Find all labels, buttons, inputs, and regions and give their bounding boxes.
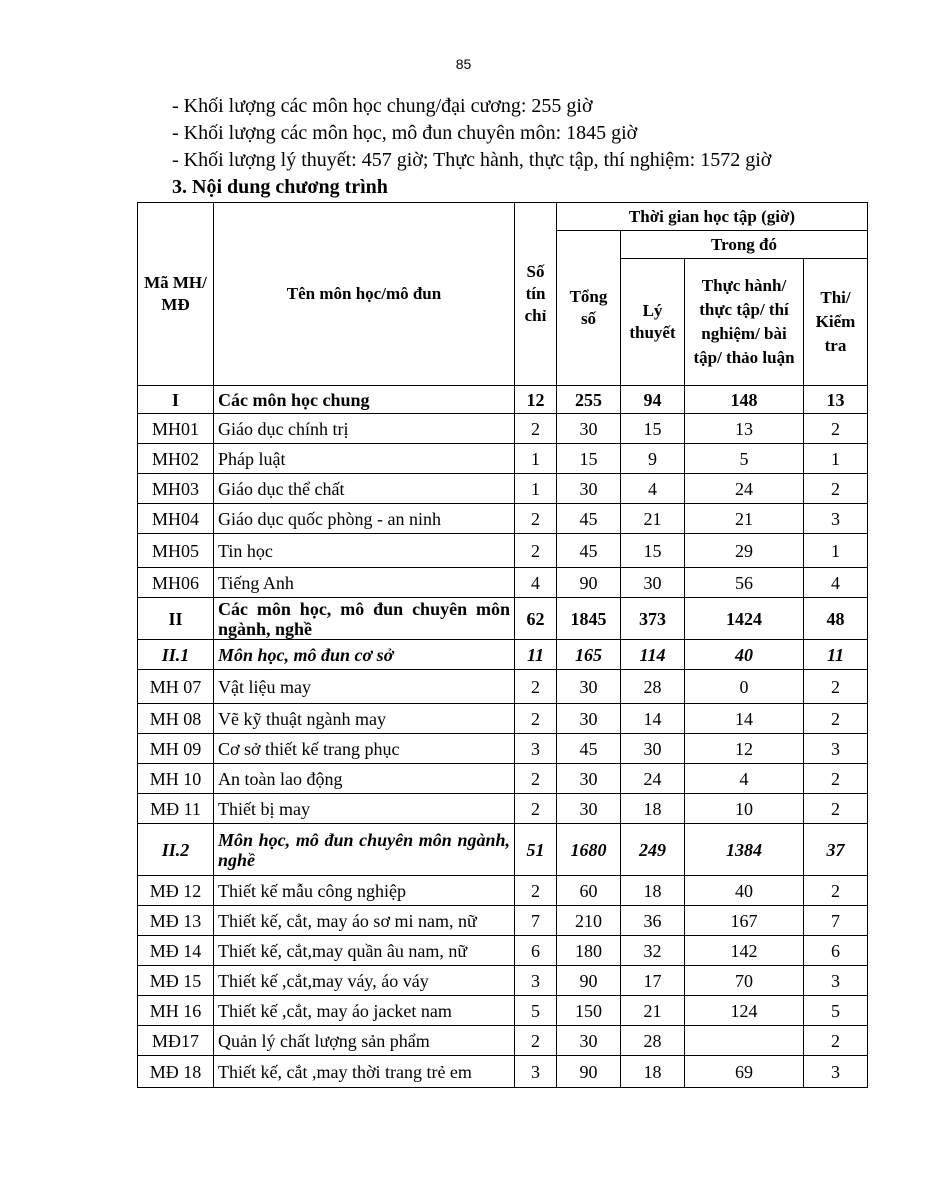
table-row	[138, 966, 868, 996]
cell-practice: 124	[685, 996, 804, 1026]
cell-exam: 4	[804, 568, 868, 598]
cell-practice: 21	[685, 504, 804, 534]
cell-exam: 2	[804, 1026, 868, 1056]
header-code: Mã MH/ MĐ	[138, 203, 214, 386]
cell-total: 90	[557, 966, 621, 996]
cell-theory: 249	[621, 824, 685, 876]
cell-total: 30	[557, 414, 621, 444]
cell-code: MH 09	[138, 734, 214, 764]
cell-practice: 10	[685, 794, 804, 824]
cell-theory: 18	[621, 1056, 685, 1088]
cell-exam: 2	[804, 474, 868, 504]
summary-line-general: - Khối lượng các môn học chung/đại cương: 255 giờ	[172, 95, 593, 117]
cell-practice: 0	[685, 670, 804, 704]
cell-practice: 12	[685, 734, 804, 764]
cell-total: 165	[557, 640, 621, 670]
cell-practice: 29	[685, 534, 804, 568]
cell-credits: 3	[515, 966, 557, 996]
cell-code: MH03	[138, 474, 214, 504]
cell-exam: 3	[804, 734, 868, 764]
header-exam: Thi/ Kiểm tra	[804, 259, 868, 386]
cell-theory: 18	[621, 794, 685, 824]
cell-credits: 2	[515, 764, 557, 794]
cell-name: Pháp luật	[214, 444, 515, 474]
cell-theory: 18	[621, 876, 685, 906]
cell-code: MH 07	[138, 670, 214, 704]
cell-name: Tiếng Anh	[214, 568, 515, 598]
cell-name: Cơ sở thiết kế trang phục	[214, 734, 515, 764]
cell-exam: 6	[804, 936, 868, 966]
cell-exam: 2	[804, 414, 868, 444]
cell-credits: 12	[515, 386, 557, 414]
cell-practice: 56	[685, 568, 804, 598]
cell-total: 15	[557, 444, 621, 474]
cell-credits: 2	[515, 504, 557, 534]
header-time-group: Thời gian học tập (giờ)	[557, 203, 868, 231]
cell-code: MH 08	[138, 704, 214, 734]
cell-theory: 21	[621, 996, 685, 1026]
cell-total: 30	[557, 794, 621, 824]
cell-credits: 2	[515, 704, 557, 734]
header-total: Tổng số	[557, 231, 621, 386]
cell-code: I	[138, 386, 214, 414]
cell-exam: 2	[804, 876, 868, 906]
cell-credits: 3	[515, 1056, 557, 1088]
cell-name: Thiết kế, cắt, may áo sơ mi nam, nữ	[214, 906, 515, 936]
cell-theory: 94	[621, 386, 685, 414]
cell-theory: 28	[621, 670, 685, 704]
cell-credits: 4	[515, 568, 557, 598]
cell-credits: 6	[515, 936, 557, 966]
cell-code: II.2	[138, 824, 214, 876]
cell-practice: 142	[685, 936, 804, 966]
cell-practice: 4	[685, 764, 804, 794]
cell-credits: 51	[515, 824, 557, 876]
cell-total: 1845	[557, 598, 621, 640]
cell-name: Quản lý chất lượng sản phẩm	[214, 1026, 515, 1056]
cell-code: MĐ17	[138, 1026, 214, 1056]
cell-practice: 1424	[685, 598, 804, 640]
cell-credits: 7	[515, 906, 557, 936]
cell-practice: 167	[685, 906, 804, 936]
cell-total: 90	[557, 568, 621, 598]
cell-theory: 30	[621, 568, 685, 598]
cell-code: MH 10	[138, 764, 214, 794]
cell-total: 210	[557, 906, 621, 936]
cell-name: Thiết kế mẫu công nghiệp	[214, 876, 515, 906]
cell-name: Vật liệu may	[214, 670, 515, 704]
cell-credits: 3	[515, 734, 557, 764]
cell-credits: 2	[515, 534, 557, 568]
table-row	[138, 794, 868, 824]
cell-credits: 2	[515, 670, 557, 704]
cell-name: Thiết kế ,cắt,may váy, áo váy	[214, 966, 515, 996]
cell-name: Giáo dục thể chất	[214, 474, 515, 504]
table-row	[138, 534, 868, 568]
table-body	[138, 386, 868, 1088]
cell-credits: 1	[515, 444, 557, 474]
cell-total: 90	[557, 1056, 621, 1088]
table-row	[138, 598, 868, 640]
cell-name: Môn học, mô đun chuyên môn ngành, nghề	[214, 824, 515, 876]
table-row	[138, 824, 868, 876]
section-heading: 3. Nội dung chương trình	[172, 176, 388, 198]
cell-exam: 37	[804, 824, 868, 876]
cell-practice: 70	[685, 966, 804, 996]
cell-exam: 3	[804, 1056, 868, 1088]
cell-code: MH 16	[138, 996, 214, 1026]
cell-total: 1680	[557, 824, 621, 876]
cell-name: Giáo dục quốc phòng - an ninh	[214, 504, 515, 534]
cell-theory: 32	[621, 936, 685, 966]
cell-theory: 373	[621, 598, 685, 640]
cell-name: Thiết bị may	[214, 794, 515, 824]
cell-credits: 2	[515, 414, 557, 444]
cell-exam: 11	[804, 640, 868, 670]
cell-code: MH06	[138, 568, 214, 598]
summary-line-specialized: - Khối lượng các môn học, mô đun chuyên môn: 1845 giờ	[172, 122, 638, 144]
cell-practice: 40	[685, 640, 804, 670]
cell-name: Thiết kế ,cắt, may áo jacket nam	[214, 996, 515, 1026]
cell-exam: 7	[804, 906, 868, 936]
cell-code: MĐ 11	[138, 794, 214, 824]
cell-theory: 15	[621, 534, 685, 568]
cell-code: MĐ 13	[138, 906, 214, 936]
table-row	[138, 640, 868, 670]
cell-theory: 21	[621, 504, 685, 534]
cell-practice: 1384	[685, 824, 804, 876]
cell-exam: 3	[804, 966, 868, 996]
cell-exam: 48	[804, 598, 868, 640]
cell-exam: 3	[804, 504, 868, 534]
cell-practice	[685, 1026, 804, 1056]
cell-code: MH01	[138, 414, 214, 444]
page-number: 85	[455, 56, 472, 72]
table-row	[138, 568, 868, 598]
cell-exam: 2	[804, 764, 868, 794]
cell-exam: 2	[804, 704, 868, 734]
cell-credits: 2	[515, 794, 557, 824]
cell-practice: 14	[685, 704, 804, 734]
cell-credits: 1	[515, 474, 557, 504]
cell-total: 150	[557, 996, 621, 1026]
cell-total: 30	[557, 474, 621, 504]
cell-theory: 14	[621, 704, 685, 734]
table-header	[138, 203, 868, 386]
header-credits: Số tín chỉ	[515, 203, 557, 386]
cell-name: Các môn học chung	[214, 386, 515, 414]
cell-theory: 17	[621, 966, 685, 996]
cell-code: MH05	[138, 534, 214, 568]
cell-theory: 15	[621, 414, 685, 444]
cell-name: Thiết kế, cắt,may quần âu nam, nữ	[214, 936, 515, 966]
cell-exam: 2	[804, 794, 868, 824]
table-row	[138, 996, 868, 1026]
cell-practice: 69	[685, 1056, 804, 1088]
cell-credits: 11	[515, 640, 557, 670]
cell-total: 45	[557, 534, 621, 568]
cell-theory: 9	[621, 444, 685, 474]
cell-code: MĐ 18	[138, 1056, 214, 1088]
summary-list	[172, 93, 771, 174]
cell-practice: 5	[685, 444, 804, 474]
cell-name: Tin học	[214, 534, 515, 568]
cell-total: 180	[557, 936, 621, 966]
cell-code: MĐ 12	[138, 876, 214, 906]
cell-code: MĐ 14	[138, 936, 214, 966]
cell-exam: 2	[804, 670, 868, 704]
cell-code: II	[138, 598, 214, 640]
cell-name: An toàn lao động	[214, 764, 515, 794]
cell-total: 45	[557, 734, 621, 764]
cell-exam: 13	[804, 386, 868, 414]
table-row	[138, 444, 868, 474]
cell-credits: 2	[515, 876, 557, 906]
cell-theory: 28	[621, 1026, 685, 1056]
table-row	[138, 1056, 868, 1088]
cell-theory: 30	[621, 734, 685, 764]
cell-theory: 114	[621, 640, 685, 670]
cell-practice: 24	[685, 474, 804, 504]
table-row	[138, 734, 868, 764]
header-subgroup: Trong đó	[621, 231, 868, 259]
cell-credits: 62	[515, 598, 557, 640]
cell-total: 255	[557, 386, 621, 414]
cell-total: 30	[557, 1026, 621, 1056]
cell-total: 30	[557, 764, 621, 794]
cell-exam: 1	[804, 534, 868, 568]
cell-credits: 5	[515, 996, 557, 1026]
cell-practice: 148	[685, 386, 804, 414]
table-row	[138, 414, 868, 444]
cell-practice: 40	[685, 876, 804, 906]
cell-theory: 36	[621, 906, 685, 936]
header-name: Tên môn học/mô đun	[214, 203, 515, 386]
table-row	[138, 764, 868, 794]
table-row	[138, 504, 868, 534]
table-row	[138, 386, 868, 414]
cell-code: MH02	[138, 444, 214, 474]
header-practice: Thực hành/ thực tập/ thí nghiệm/ bài tập/ thảo luận	[685, 259, 804, 386]
header-theory: Lý thuyết	[621, 259, 685, 386]
cell-theory: 24	[621, 764, 685, 794]
curriculum-table	[137, 202, 868, 1088]
cell-name: Giáo dục chính trị	[214, 414, 515, 444]
cell-name: Môn học, mô đun cơ sở	[214, 640, 515, 670]
table-row	[138, 704, 868, 734]
cell-total: 30	[557, 670, 621, 704]
cell-practice: 13	[685, 414, 804, 444]
cell-exam: 5	[804, 996, 868, 1026]
cell-exam: 1	[804, 444, 868, 474]
table-row	[138, 876, 868, 906]
cell-name: Thiết kế, cắt ,may thời trang trẻ em	[214, 1056, 515, 1088]
summary-line-theory-practice: - Khối lượng lý thuyết: 457 giờ; Thực hành, thực tập, thí nghiệm: 1572 giờ	[172, 149, 772, 171]
cell-total: 60	[557, 876, 621, 906]
cell-code: MĐ 15	[138, 966, 214, 996]
table-row	[138, 906, 868, 936]
table-row	[138, 936, 868, 966]
table-row	[138, 670, 868, 704]
table-row	[138, 1026, 868, 1056]
cell-code: MH04	[138, 504, 214, 534]
cell-theory: 4	[621, 474, 685, 504]
cell-total: 45	[557, 504, 621, 534]
cell-name: Vẽ kỹ thuật ngành may	[214, 704, 515, 734]
table-row	[138, 474, 868, 504]
cell-code: II.1	[138, 640, 214, 670]
cell-credits: 2	[515, 1026, 557, 1056]
cell-total: 30	[557, 704, 621, 734]
cell-name: Các môn học, mô đun chuyên môn ngành, nghề	[214, 598, 515, 640]
